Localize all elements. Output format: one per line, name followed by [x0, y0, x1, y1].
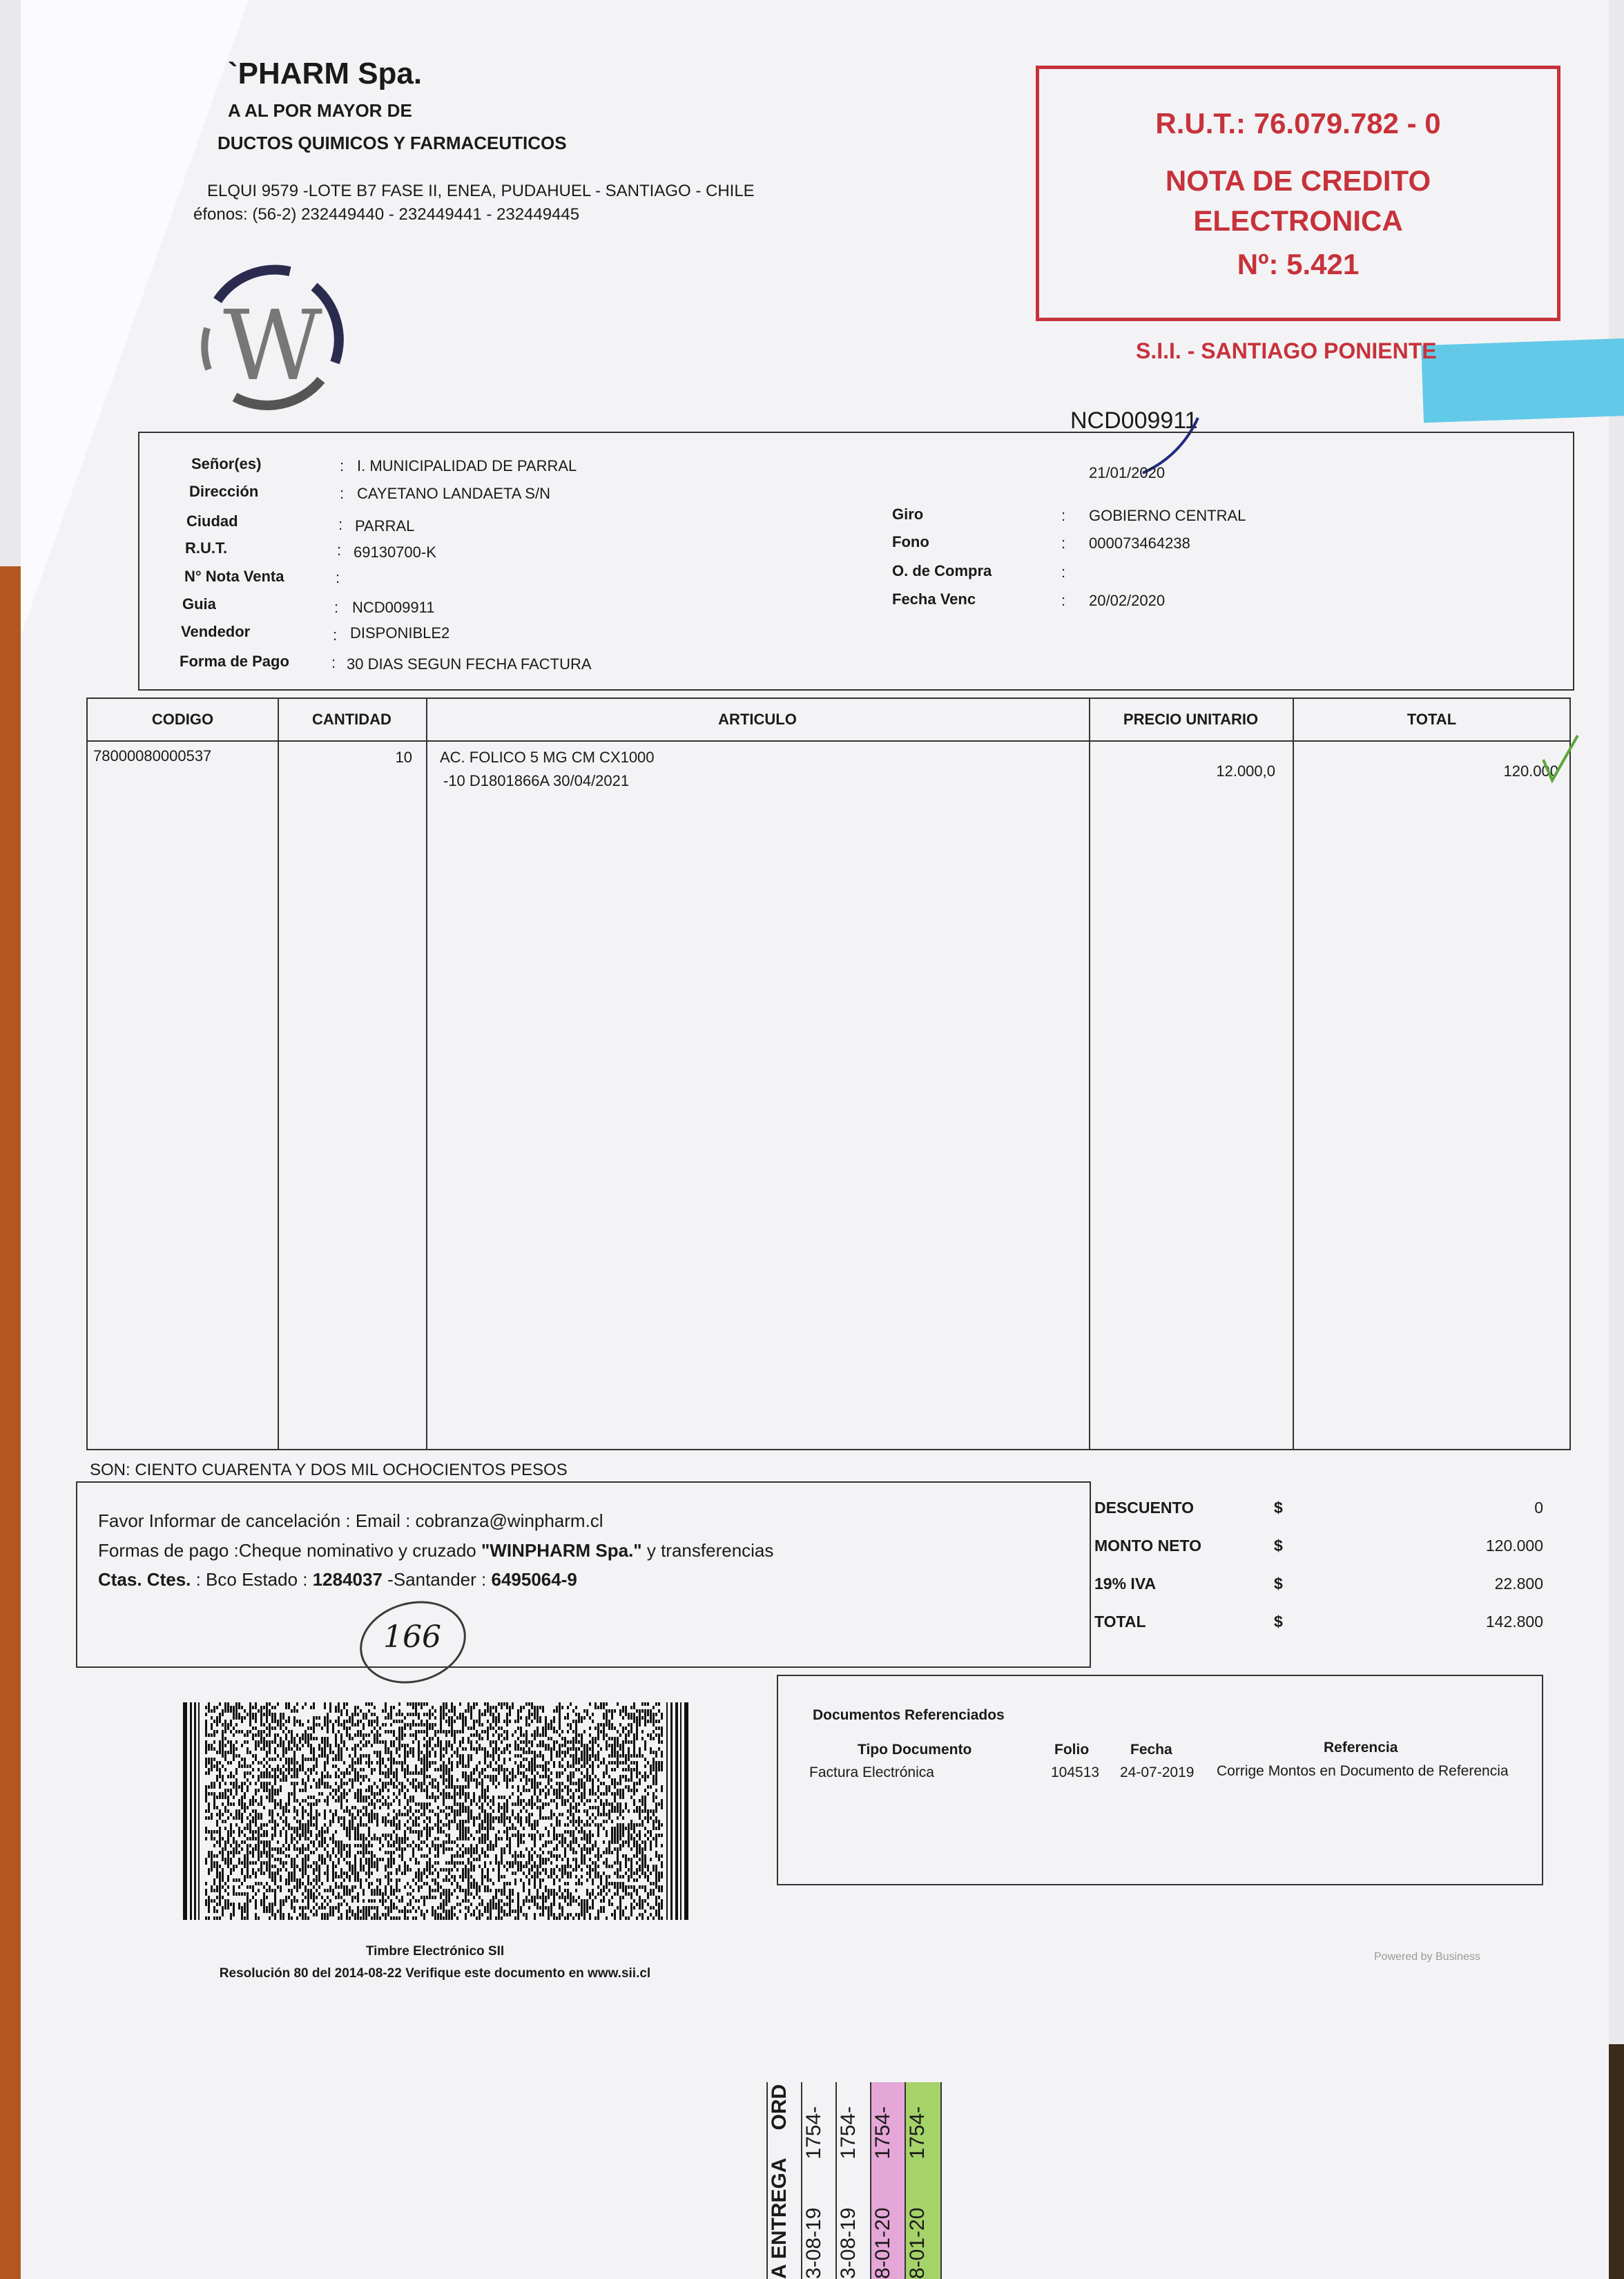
- electronic-stamp-caption: [193, 1944, 677, 1981]
- value-giro: GOBIERNO CENTRAL: [1089, 507, 1246, 524]
- note-row-text: [871, 2082, 906, 2279]
- colon: :: [1061, 564, 1066, 581]
- header-articulo: ARTICULO: [426, 699, 1089, 742]
- colon: :: [336, 569, 340, 586]
- company-phones: éfonos: (56-2) 232449440 - 232449441 - 232449445: [193, 205, 580, 224]
- note-row: [870, 2082, 906, 2279]
- sii-office: S.I.I. - SANTIAGO PONIENTE: [1136, 338, 1437, 363]
- colon: :: [333, 626, 338, 644]
- header-precio-unitario: PRECIO UNITARIO: [1089, 699, 1293, 742]
- totals-value: 0: [1534, 1499, 1543, 1517]
- colon: :: [340, 457, 345, 474]
- bank-santander-label: -Santander :: [382, 1569, 492, 1590]
- currency-sign: $: [1274, 1575, 1283, 1593]
- company-address: ELQUI 9579 -LOTE B7 FASE II, ENEA, PUDAHUEL - SANTIAGO - CHILE: [207, 182, 755, 200]
- ref-folio: 104513: [1051, 1764, 1100, 1780]
- note-header-order: ORD: [768, 2084, 791, 2131]
- note-date: 8-01-20: [871, 2207, 894, 2279]
- note-date: 3-08-19: [802, 2207, 825, 2279]
- note-col-header: [766, 2082, 802, 2279]
- note-row-text: [802, 2082, 837, 2279]
- colon: :: [1061, 535, 1066, 552]
- value-rut: 69130700-K: [354, 544, 436, 561]
- value-vendedor: DISPONIBLE2: [350, 624, 450, 642]
- header-codigo: CODIGO: [88, 699, 278, 742]
- label-fecha-venc: Fecha Venc: [892, 590, 976, 608]
- value-senores: I. MUNICIPALIDAD DE PARRAL: [357, 457, 577, 474]
- checkmark-icon: [1540, 732, 1581, 787]
- document-type-box: [1036, 66, 1560, 321]
- payment-info-box: [76, 1481, 1091, 1668]
- colon: :: [331, 654, 336, 671]
- header-cantidad: CANTIDAD: [278, 699, 426, 742]
- totals-label: MONTO NETO: [1094, 1537, 1202, 1555]
- payment-methods-line: [98, 1540, 773, 1561]
- barcode-icon: [183, 1702, 694, 1920]
- note-row: [801, 2082, 837, 2279]
- value-guia: NCD009911: [352, 599, 435, 616]
- label-ciudad: Ciudad: [186, 512, 238, 530]
- totals-value: 22.800: [1494, 1575, 1543, 1593]
- row-cantidad: 10: [395, 749, 412, 766]
- value-fono: 000073464238: [1089, 535, 1190, 552]
- powered-by-logo: Powered by Business: [1374, 1951, 1480, 1963]
- colon: :: [337, 541, 342, 559]
- items-table: [86, 698, 1571, 1450]
- label-rut: R.U.T.: [185, 539, 228, 557]
- totals-row-iva: [1094, 1575, 1543, 1613]
- colon: :: [334, 599, 339, 616]
- totals-row-total: [1094, 1613, 1543, 1651]
- note-date: 3-08-19: [837, 2207, 860, 2279]
- company-name: `PHARM Spa.: [228, 57, 423, 90]
- note-row: [905, 2082, 942, 2279]
- handwritten-reference: NCD009911: [1070, 407, 1198, 434]
- handwritten-number: 166: [383, 1619, 441, 1655]
- totals-label: TOTAL: [1094, 1613, 1146, 1631]
- note-header: [768, 2082, 802, 2279]
- ref-header-folio: Folio: [1054, 1742, 1090, 1758]
- colon: :: [338, 516, 343, 533]
- bank-estado-account: 1284037: [312, 1569, 383, 1590]
- company-activity-1: A AL POR MAYOR DE: [228, 100, 412, 121]
- company-activity-2: DUCTOS QUIMICOS Y FARMACEUTICOS: [218, 133, 567, 153]
- currency-sign: $: [1274, 1499, 1283, 1517]
- label-forma-pago: Forma de Pago: [180, 653, 289, 670]
- note-ord: 1754-: [871, 2106, 894, 2160]
- value-fecha-venc: 20/02/2020: [1089, 592, 1166, 609]
- note-date: 8-01-20: [906, 2207, 929, 2279]
- totals-panel: [1094, 1499, 1543, 1651]
- colon: :: [1061, 507, 1066, 524]
- folded-corner: [21, 0, 249, 635]
- payment-methods-text: Formas de pago :Cheque nominativo y cruzado: [98, 1540, 481, 1561]
- value-ciudad: PARRAL: [355, 517, 415, 535]
- totals-row-monto-neto: [1094, 1537, 1543, 1575]
- label-senores: Señor(es): [191, 455, 262, 472]
- note-row: [835, 2082, 871, 2279]
- value-direccion: CAYETANO LANDAETA S/N: [357, 485, 550, 502]
- label-direccion: Dirección: [189, 483, 259, 500]
- document-number: Nº: 5.421: [1237, 248, 1360, 280]
- row-total: 120.000: [1503, 762, 1558, 780]
- totals-label: DESCUENTO: [1094, 1499, 1194, 1517]
- totals-value: 142.800: [1485, 1613, 1543, 1631]
- timbre-resolution: Resolución 80 del 2014-08-22 Verifique este documento en www.sii.cl: [219, 1966, 651, 1981]
- client-info-box: [138, 432, 1574, 691]
- note-row-text: [837, 2082, 871, 2279]
- document-type-line2: ELECTRONICA: [1193, 204, 1403, 237]
- bank-accounts-line: [98, 1569, 577, 1590]
- references-title: Documentos Referenciados: [813, 1707, 1005, 1723]
- ref-fecha: 24-07-2019: [1120, 1764, 1195, 1780]
- totals-row-descuento: [1094, 1499, 1543, 1537]
- blue-tape: [1421, 338, 1624, 423]
- payment-payee: "WINPHARM Spa.": [481, 1540, 642, 1561]
- value-forma-pago: 30 DIAS SEGUN FECHA FACTURA: [347, 655, 592, 673]
- note-ord: 1754-: [802, 2106, 825, 2160]
- accounts-label: Ctas. Ctes.: [98, 1569, 191, 1590]
- pdf417-barcode: [183, 1702, 694, 1920]
- currency-sign: $: [1274, 1613, 1283, 1631]
- ref-header-tipo: Tipo Documento: [858, 1742, 972, 1758]
- bank-estado-label: : Bco Estado :: [191, 1569, 313, 1590]
- payment-email-line: Favor Informar de cancelación : Email : cobranza@winpharm.cl: [98, 1510, 603, 1531]
- company-rut: R.U.T.: 76.079.782 - 0: [1155, 107, 1441, 140]
- ref-header-referencia: Referencia: [1324, 1740, 1398, 1756]
- row-precio: 12.000,0: [1216, 762, 1275, 780]
- label-fono: Fono: [892, 533, 929, 550]
- tracking-note: [766, 2082, 939, 2279]
- credit-note-document: [21, 0, 1609, 2279]
- note-ord: 1754-: [837, 2106, 860, 2160]
- payment-methods-suffix: y transferencias: [641, 1540, 774, 1561]
- label-orden-compra: O. de Compra: [892, 562, 992, 579]
- referenced-documents-box: [777, 1675, 1543, 1885]
- totals-value: 120.000: [1485, 1537, 1543, 1555]
- label-nota-venta: N° Nota Venta: [184, 568, 284, 585]
- document-type-line1: NOTA DE CREDITO: [1165, 164, 1431, 197]
- ref-referencia: Corrige Montos en Documento de Referencia: [1217, 1763, 1509, 1779]
- issue-date: 21/01/2020: [1089, 464, 1166, 481]
- bank-santander-account: 6495064-9: [491, 1569, 577, 1590]
- note-header-delivery: A ENTREGA: [768, 2157, 791, 2279]
- ref-header-fecha: Fecha: [1130, 1742, 1172, 1758]
- currency-sign: $: [1274, 1537, 1283, 1555]
- timbre-title: Timbre Electrónico SII: [365, 1944, 505, 1959]
- note-ord: 1754-: [906, 2106, 929, 2160]
- note-row-text: [906, 2082, 940, 2279]
- header-total: TOTAL: [1293, 699, 1571, 742]
- label-guia: Guia: [182, 595, 216, 613]
- label-vendedor: Vendedor: [181, 623, 251, 640]
- label-giro: Giro: [892, 506, 924, 523]
- amount-in-words: SON: CIENTO CUARENTA Y DOS MIL OCHOCIENTOS PESOS: [90, 1461, 568, 1479]
- ref-tipo: Factura Electrónica: [809, 1764, 934, 1780]
- row-articulo-line1: AC. FOLICO 5 MG CM CX1000: [440, 749, 655, 766]
- logo-letter: W: [223, 290, 322, 403]
- totals-label: 19% IVA: [1094, 1575, 1157, 1593]
- colon: :: [1061, 592, 1066, 609]
- row-codigo: 78000080000537: [93, 747, 212, 765]
- colon: :: [340, 485, 345, 502]
- row-articulo-line2: -10 D1801866A 30/04/2021: [443, 772, 630, 789]
